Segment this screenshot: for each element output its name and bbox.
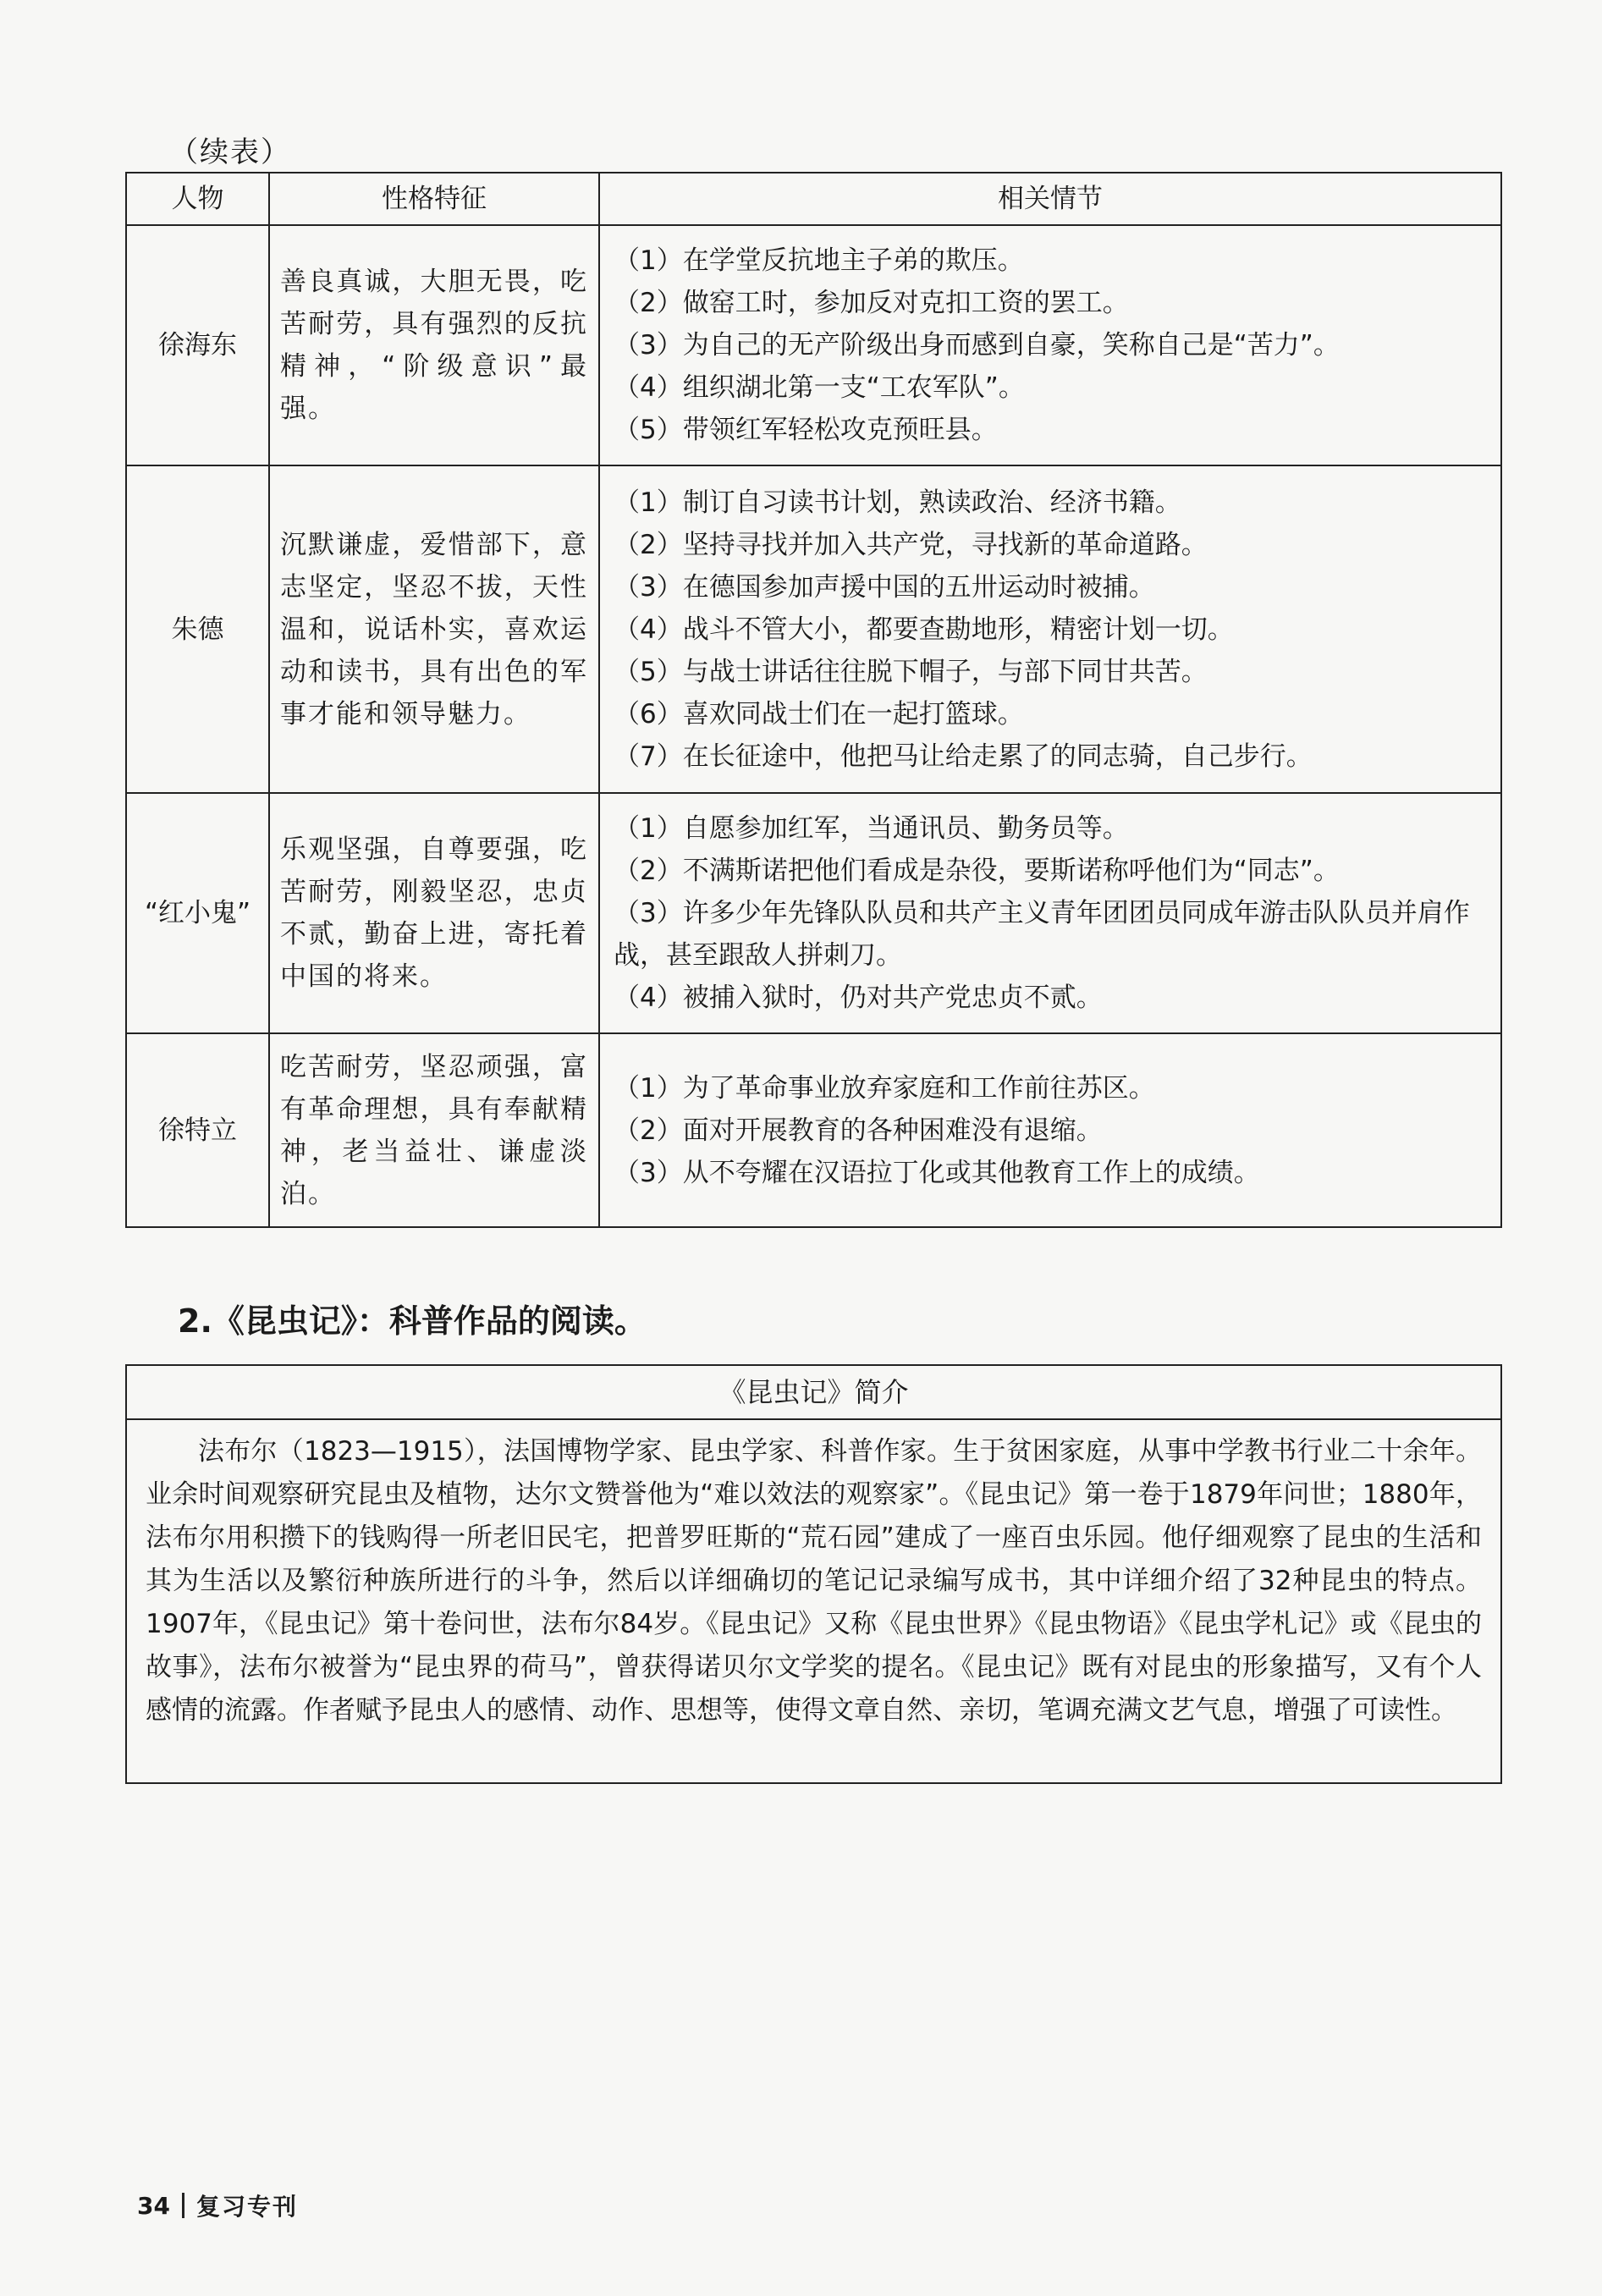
character-plots — [599, 1033, 1501, 1227]
page-number: 34 — [137, 2191, 170, 2220]
page-footer — [137, 2189, 298, 2222]
intro-paragraph: 法布尔（1823—1915），法国博物学家、昆虫学家、科普作家。生于贫困家庭，从事中学教书行业二十余年。业余时间观察研究昆虫及植物，达尔文赞誉他为“难以效法的观察家”。《昆虫记》第一卷于1879年问世；1880年，法布尔用积攒下的钱购得一所老旧民宅，把普罗旺斯的“荒石园”建成了一座百虫乐园。他仔细观察了昆虫的生活和其为生活以及繁衍种族所进行的斗争，然后以详细确切的笔记记录编写成书，其中详细介绍了32种昆虫的特点。1907年，《昆虫记》第十卷问世，法布尔84岁。《昆虫记》又称《昆虫世界》《昆虫物语》《昆虫学札记》或《昆虫的故事》，法布尔被誉为“昆虫界的荷马”，曾获得诺贝尔文学奖的提名。《昆虫记》既有对昆虫的形象描写，又有个人感情的流露。作者赋予昆虫人的感情、动作、思想等，使得文章自然、亲切，笔调充满文艺气息，增强了可读性。 — [146, 1436, 1482, 1726]
character-table — [125, 172, 1502, 1228]
character-plots — [599, 225, 1501, 465]
plot-item: （5）与战士讲话往往脱下帽子，与部下同甘共苦。 — [614, 656, 1208, 687]
character-name: “红小鬼” — [126, 793, 269, 1033]
character-traits: 善良真诚，大胆无畏，吃苦耐劳，具有强烈的反抗精神，“阶级意识”最强。 — [269, 225, 599, 465]
journal-name: 复习专刊 — [195, 2193, 298, 2221]
plot-item: （1）为了革命事业放弃家庭和工作前往苏区。 — [614, 1072, 1155, 1104]
intro-box — [125, 1364, 1502, 1784]
plot-item: （7）在长征途中，他把马让给走累了的同志骑，自己步行。 — [614, 741, 1313, 772]
table-row — [126, 465, 1501, 793]
plot-item: （3）从不夸耀在汉语拉丁化或其他教育工作上的成绩。 — [614, 1157, 1260, 1188]
character-traits: 乐观坚强，自尊要强，吃苦耐劳，刚毅坚忍，忠贞不贰，勤奋上进，寄托着中国的将来。 — [269, 793, 599, 1033]
character-traits: 吃苦耐劳，坚忍顽强，富有革命理想，具有奉献精神，老当益壮、谦虚淡泊。 — [269, 1033, 599, 1227]
header-traits: 性格特征 — [269, 173, 599, 225]
header-plots: 相关情节 — [599, 173, 1501, 225]
plot-item: （4）被捕入狱时，仍对共产党忠贞不贰。 — [614, 983, 1103, 1013]
table-row — [126, 1033, 1501, 1227]
plot-item: （6）喜欢同战士们在一起打篮球。 — [614, 698, 1024, 730]
plot-item: （2）面对开展教育的各种困难没有退缩。 — [614, 1115, 1103, 1146]
character-plots — [599, 465, 1501, 793]
plot-item: （4）组织湖北第一支“工农军队”。 — [614, 372, 1025, 403]
continued-label: （续表） — [169, 135, 291, 169]
section-heading: 2.《昆虫记》：科普作品的阅读。 — [178, 1302, 647, 1340]
character-name: 徐海东 — [126, 225, 269, 465]
plot-item: （5）带领红军轻松攻克预旺县。 — [614, 415, 998, 445]
character-name: 朱德 — [126, 465, 269, 793]
plot-item: （4）战斗不管大小，都要查勘地形，精密计划一切。 — [614, 614, 1234, 645]
header-name: 人物 — [126, 173, 269, 225]
character-traits: 沉默谦虚，爱惜部下，意志坚定，坚忍不拔，天性温和，说话朴实，喜欢运动和读书，具有出色的军事才能和领导魅力。 — [269, 465, 599, 793]
table-header-row — [126, 173, 1501, 225]
table-row — [126, 793, 1501, 1033]
plot-item: （1）制订自习读书计划，熟读政治、经济书籍。 — [614, 487, 1181, 518]
plot-item: （3）为自己的无产阶级出身而感到自豪，笑称自己是“苦力”。 — [614, 330, 1340, 361]
plot-item: （1）自愿参加红军，当通讯员、勤务员等。 — [614, 813, 1129, 844]
plot-item: （3）许多少年先锋队队员和共产主义青年团团员同成年游击队队员并肩作战，甚至跟敌人拼刺刀。 — [614, 898, 1470, 971]
intro-box-title: 《昆虫记》简介 — [127, 1366, 1500, 1420]
table-row — [126, 225, 1501, 465]
plot-item: （2）坚持寻找并加入共产党，寻找新的革命道路。 — [614, 529, 1208, 560]
character-plots — [599, 793, 1501, 1033]
plot-item: （2）做窑工时，参加反对克扣工资的罢工。 — [614, 288, 1129, 318]
plot-item: （2）不满斯诺把他们看成是杂役，要斯诺称呼他们为“同志”。 — [614, 856, 1340, 886]
character-name: 徐特立 — [126, 1033, 269, 1227]
footer-divider — [182, 2193, 184, 2218]
plot-item: （1）在学堂反抗地主子弟的欺压。 — [614, 245, 1024, 276]
plot-item: （3）在德国参加声援中国的五卅运动时被捕。 — [614, 571, 1155, 603]
